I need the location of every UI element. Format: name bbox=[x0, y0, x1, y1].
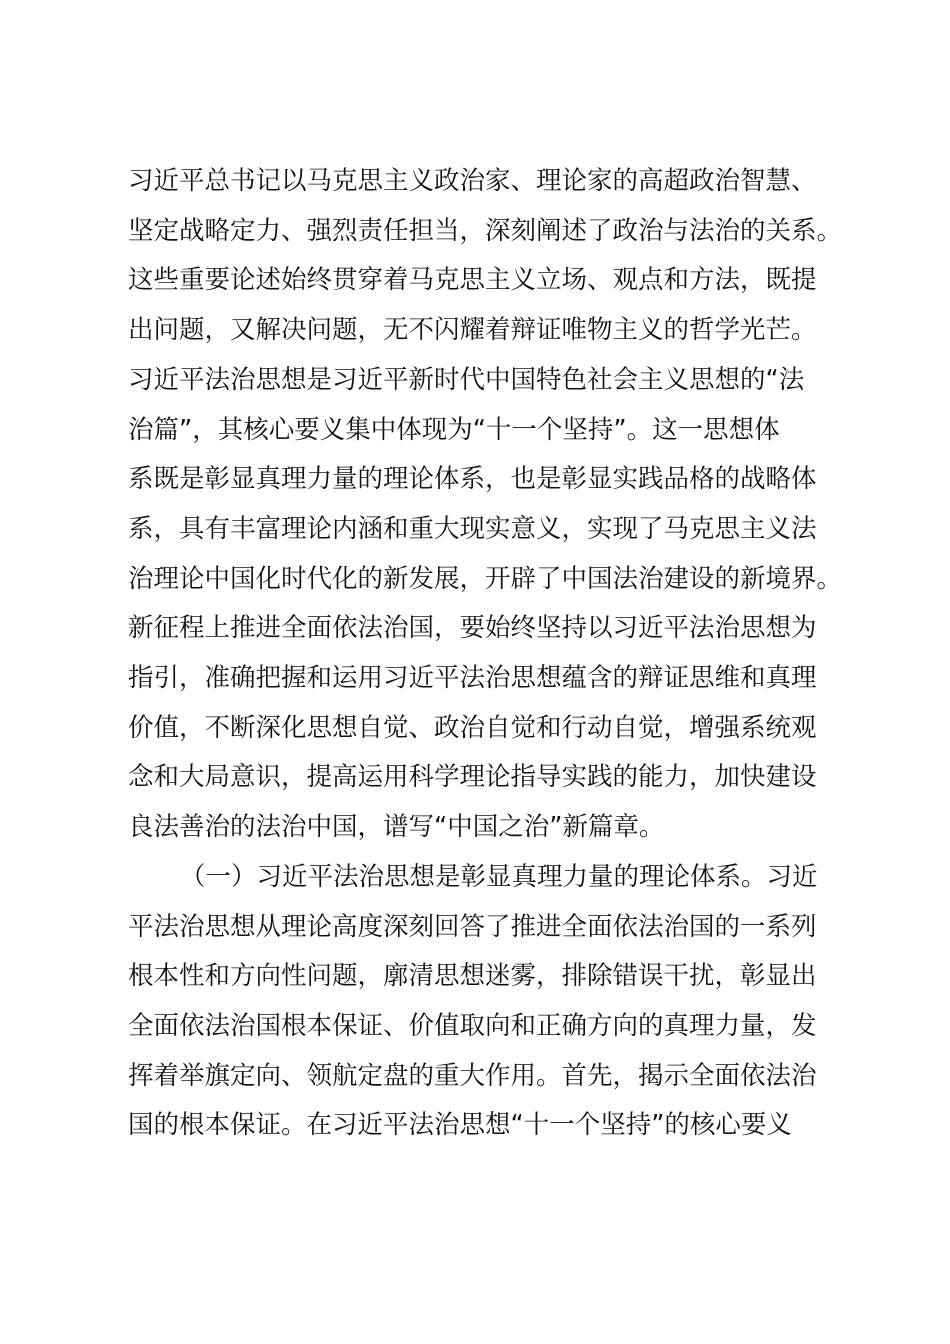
text-line: 价值，不断深化思想自觉、政治自觉和行动自觉，增强系统观 bbox=[128, 712, 817, 743]
paragraph-2 bbox=[128, 853, 848, 1151]
text-line: 这些重要论述始终贯穿着马克思主义立场、观点和方法，既提 bbox=[128, 265, 817, 296]
text-line: 治篇”，其核心要义集中体现为“十一个坚持”。这一思想体 bbox=[128, 414, 780, 445]
document-body bbox=[128, 157, 848, 1151]
text-line: 良法善治的法治中国，谱写“中国之治”新篇章。 bbox=[128, 812, 665, 843]
text-line: 根本性和方向性问题，廓清思想迷雾，排除错误干扰，彰显出 bbox=[128, 961, 817, 992]
text-line: 系，具有丰富理论内涵和重大现实意义，实现了马克思主义法 bbox=[128, 513, 817, 544]
text-line: 习近平法治思想是习近平新时代中国特色社会主义思想的“法 bbox=[128, 364, 805, 395]
text-line: 指引，准确把握和运用习近平法治思想蕴含的辩证思维和真理 bbox=[128, 663, 817, 694]
text-line: 习近平总书记以马克思主义政治家、理论家的高超政治智慧、 bbox=[128, 166, 817, 196]
text-line: 治理论中国化时代化的新发展，开辟了中国法治建设的新境界。 bbox=[128, 563, 843, 594]
text-line: 全面依法治国根本保证、价值取向和正确方向的真理力量，发 bbox=[128, 1010, 817, 1041]
paragraph-1 bbox=[128, 157, 848, 853]
text-line: 坚定战略定力、强烈责任担当，深刻阐述了政治与法治的关系。 bbox=[128, 215, 843, 246]
text-line: 念和大局意识，提高运用科学理论指导实践的能力，加快建设 bbox=[128, 762, 817, 793]
text-line: （一）习近平法治思想是彰显真理力量的理论体系。习近 bbox=[180, 861, 818, 892]
text-line: 平法治思想从理论高度深刻回答了推进全面依法治国的一系列 bbox=[128, 911, 817, 942]
text-line: 出问题，又解决问题，无不闪耀着辩证唯物主义的哲学光芒。 bbox=[128, 315, 817, 346]
text-line: 新征程上推进全面依法治国，要始终坚持以习近平法治思想为 bbox=[128, 613, 817, 644]
text-line: 系既是彰显真理力量的理论体系，也是彰显实践品格的战略体 bbox=[128, 464, 817, 495]
text-line: 国的根本保证。在习近平法治思想“十一个坚持”的核心要义 bbox=[128, 1110, 792, 1141]
text-line: 挥着举旗定向、领航定盘的重大作用。首先，揭示全面依法治 bbox=[128, 1060, 817, 1091]
